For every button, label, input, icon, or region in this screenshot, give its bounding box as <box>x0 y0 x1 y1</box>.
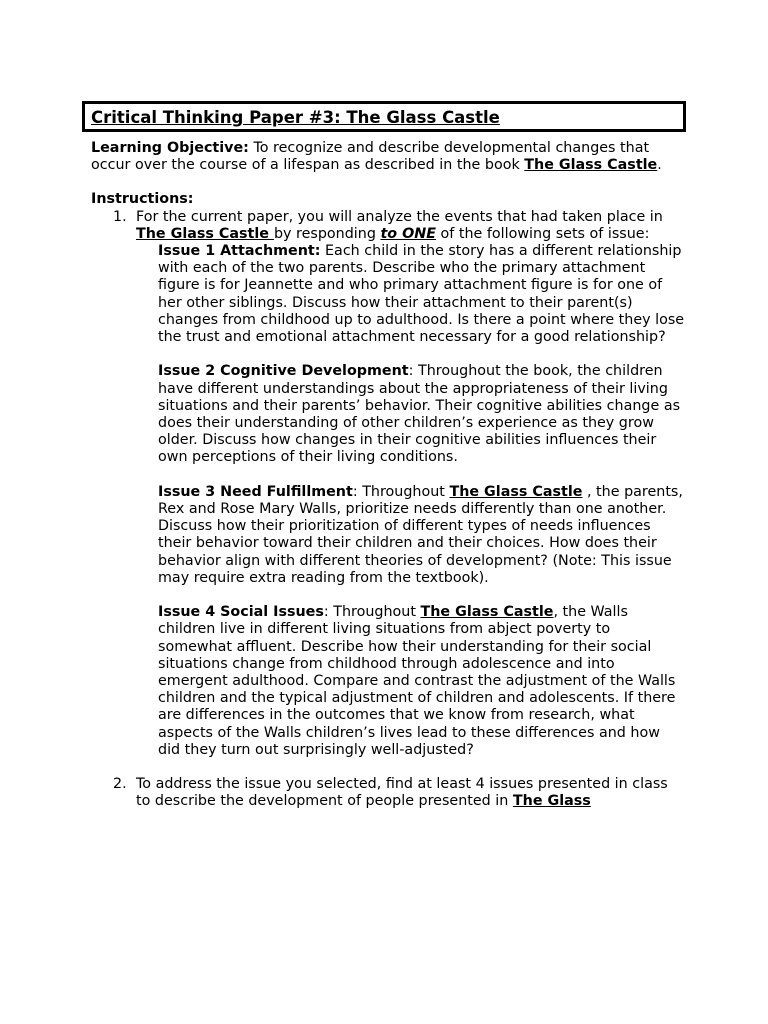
item-1-book-title: The Glass Castle <box>136 225 274 242</box>
item-1-emphasis: to ONE <box>380 225 436 242</box>
item-1-text-c: of the following sets of issue: <box>436 225 650 242</box>
list-item <box>91 209 686 759</box>
item-2-text <box>136 776 686 810</box>
objective-book-title: The Glass Castle <box>524 157 658 174</box>
title-box <box>82 101 686 132</box>
objective-end: . <box>657 157 662 174</box>
issue-3 <box>158 484 686 587</box>
issue-4 <box>158 604 686 759</box>
list-number: 2. <box>113 776 127 793</box>
issue-book-title: The Glass Castle <box>420 604 554 621</box>
issue-text: , the parents, Rex and Rose Mary Walls, prioritize needs differently than one another. Discuss how their prioritization of different types of needs influences their behavior toward their children and their choices. How does their behavior align with different theories of development? (Note: This issue may require extra reading from the textbook). <box>158 483 683 586</box>
item-1-text <box>136 209 686 243</box>
page-title: Critical Thinking Paper #3: The Glass Castle <box>91 108 500 127</box>
issue-2 <box>158 363 686 466</box>
item-1-text-a: For the current paper, you will analyze the events that had taken place in <box>136 208 663 225</box>
objective-label: Learning Objective: <box>91 140 249 156</box>
issue-book-title: The Glass Castle <box>449 483 583 500</box>
item-2-book-title: The Glass <box>512 793 591 810</box>
list-number: 1. <box>113 208 127 225</box>
issue-text-before: : Throughout <box>323 604 421 621</box>
issue-text: : Throughout the book, the children have different understandings about the appropriateness of their living situations and their parents’ behavior. Their cognitive abilities change as does their understanding of other children’s experience as they grow older. Discuss how changes in their cognitive abilities influences their own perceptions of their living conditions. <box>158 363 681 466</box>
issue-title: Issue 1 Attachment: <box>158 243 321 260</box>
instructions-list <box>91 209 686 811</box>
list-item <box>91 776 686 810</box>
issue-title: Issue 4 Social Issues <box>158 604 324 621</box>
issue-1 <box>158 243 686 346</box>
learning-objective <box>91 140 686 174</box>
instructions-label: Instructions: <box>91 191 194 208</box>
issue-text: Each child in the story has a different relationship with each of the two parents. Describe who the primary attachment figure is for Jeannette and who primary attachment figure is for one of her other siblings. Discuss how their attachment to their parent(s) changes from childhood up to adulthood. Is there a point where they lose the trust and emotional attachment necessary for a good relationship? <box>158 243 685 346</box>
objective-text: To recognize and describe developmental changes that occur over the course of a lifespan as described in the book <box>91 140 650 174</box>
item-2-text-a: To address the issue you selected, find at least 4 issues presented in class to describe the development of people presented in <box>136 776 668 810</box>
issue-text-before: : Throughout <box>352 483 450 500</box>
issue-title: Issue 2 Cognitive Development <box>158 363 409 380</box>
item-1-text-b: by responding <box>273 225 381 242</box>
document-body <box>91 140 686 811</box>
issue-title: Issue 3 Need Fulfillment <box>158 483 353 500</box>
issue-text: , the Walls children live in different living situations from abject poverty to somewhat affluent. Describe how their understanding for their social situations change from childhood through adolescence and into emergent adulthood. Compare and contrast the adjustment of the Walls children and the typical adjustment of children and adolescents. If there are differences in the outcomes that we know from research, what aspects of the Walls children’s lives lead to these differences and how did they turn out surprisingly well-adjusted? <box>158 604 676 758</box>
